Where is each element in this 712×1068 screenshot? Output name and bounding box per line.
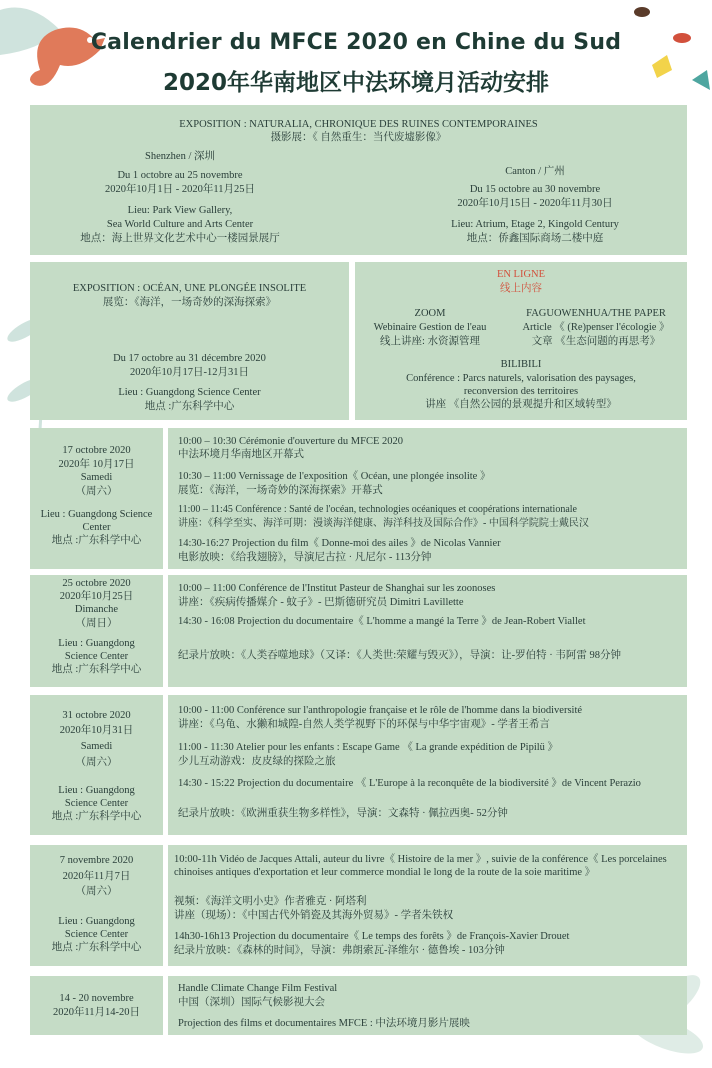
canton-lieu: Lieu: Atrium, Etage 2, Kingold Century: [451, 219, 619, 230]
zoom-name: ZOOM: [414, 308, 446, 319]
day3-program-panel: [168, 695, 687, 835]
day1-weekday-zh: （周六）: [75, 486, 118, 497]
day3-lieu-zh: 地点 :广东科学中心: [51, 811, 142, 822]
day3-weekday: Samedi: [80, 741, 113, 752]
day1-item: 讲座：《科学至实、海洋可期：漫谈海洋健康、海洋科技及国际合作》- 中国科学院院士戴民汉: [178, 518, 589, 529]
day4-program-panel: [168, 845, 687, 966]
zoom-line1: Webinaire Gestion de l'eau: [373, 322, 487, 333]
day4-lieu-1: Lieu : Guangdong: [58, 916, 135, 927]
day2-weekday-zh: （周日）: [75, 618, 118, 629]
day5-date-panel: [30, 976, 163, 1035]
day3-date-panel: [30, 695, 163, 835]
naturalia-subtitle: 摄影展：《 自然重生：当代废墟影像》: [270, 132, 447, 143]
day4-lieu-2: Science Center: [64, 929, 129, 940]
day2-lieu-2: Science Center: [64, 651, 129, 662]
day3-lieu-2: Science Center: [64, 798, 129, 809]
day1-date-panel: [30, 428, 163, 569]
ocean-lieu-zh: 地点 :广东科学中心: [144, 401, 235, 412]
day1-item: 电影放映：《给我翅膀》，导演尼古拉 · 凡尼尔 - 113分钟: [178, 552, 432, 563]
day4-item: 10:00-11h Vidéo de Jacques Attali, auteur du livre《 Histoire de la mer 》, suivie de la conférence《 Les porcelaines chinoises antiques d'exportation et leur commerce mondial le long de la route de la soie maritime 》: [174, 854, 667, 878]
day1-item: 14:30-16:27 Projection du film《 Donne-moi des ailes 》de Nicolas Vannier: [178, 538, 501, 549]
ocean-dates-fr: Du 17 octobre au 31 décembre 2020: [113, 353, 266, 364]
day3-item: 11:00 - 11:30 Atelier pour les enfants : Escape Game 《 La grande expédition de Pipilü 》: [178, 742, 559, 753]
day2-lieu-1: Lieu : Guangdong: [58, 638, 135, 649]
shenzhen-lieu-zh: 地点：海上世界文化艺术中心一楼园景展厅: [80, 233, 280, 244]
day3-lieu-1: Lieu : Guangdong: [58, 785, 135, 796]
canton-dates-fr: Du 15 octobre au 30 novembre: [469, 184, 601, 195]
ocean-panel: [30, 262, 349, 420]
day2-date-zh: 2020年10月25日: [59, 591, 134, 602]
day4-date-panel: [30, 845, 163, 966]
day5-date-fr: 14 - 20 novembre: [59, 993, 134, 1004]
shenzhen-lieu-2: Sea World Culture and Arts Center: [106, 219, 254, 230]
ocean-dates-zh: 2020年10月17日-12月31日: [130, 367, 249, 378]
day3-date-fr: 31 octobre 2020: [62, 710, 131, 721]
bili-line2: reconversion des territoires: [463, 386, 579, 397]
day1-item: 10:00 – 10:30 Cérémonie d'ouverture du MFCE 2020: [178, 436, 403, 447]
fagu-line1: Article 《 (Re)penser l'écologie 》: [522, 322, 670, 333]
day4-item: 14h30-16h13 Projection du documentaire《 Le temps des forêts 》de François-Xavier Drouet: [174, 931, 570, 942]
day1-item: 中法环境月华南地区开幕式: [178, 449, 304, 460]
day1-weekday: Samedi: [80, 472, 113, 483]
title-fr: Calendrier du MFCE 2020 en Chine du Sud: [90, 30, 622, 55]
canton-city: Canton / 广州: [505, 166, 565, 177]
day4-weekday-zh: （周六）: [75, 886, 118, 897]
day1-lieu-zh: 地点 :广东科学中心: [51, 535, 142, 546]
day1-item: 展览：《海洋，一场奇妙的深海探索》开幕式: [178, 485, 383, 496]
day2-date-panel: [30, 575, 163, 687]
day1-date-zh: 2020年 10月17日: [58, 459, 135, 470]
day3-item: 讲座：《乌龟、水獭和城隍-自然人类学视野下的环保与中华宇宙观》- 学者王希言: [178, 719, 550, 730]
shenzhen-dates-zh: 2020年10月1日 - 2020年11月25日: [104, 184, 256, 195]
ocean-subtitle: 展览：《海洋，一场奇妙的深海探索》: [102, 297, 277, 308]
canton-lieu-zh: 地点：侨鑫国际商场二楼中庭: [466, 233, 604, 244]
day4-date-zh: 2020年11月7日: [62, 871, 131, 882]
day3-date-zh: 2020年10月31日: [59, 725, 134, 736]
day1-date-fr: 17 octobre 2020: [62, 445, 131, 456]
title-zh: 2020年华南地区中法环境月活动安排: [162, 70, 549, 96]
day1-lieu-1: Lieu : Guangdong Science: [40, 509, 153, 520]
online-panel: [355, 262, 687, 420]
day4-date-fr: 7 novembre 2020: [59, 855, 134, 866]
day4-lieu-zh: 地点 :广东科学中心: [51, 942, 142, 953]
shenzhen-dates-fr: Du 1 octobre au 25 novembre: [117, 170, 243, 181]
day4-item: 视频：《海洋文明小史》作者雅克 · 阿塔利: [174, 896, 367, 907]
day2-weekday: Dimanche: [74, 604, 119, 615]
day3-item: 少儿互动游戏：皮皮绿的探险之旅: [178, 756, 336, 767]
naturalia-panel: [30, 105, 687, 255]
shenzhen-city: Shenzhen / 深圳: [145, 151, 215, 162]
fagu-name: FAGUOWENHUA/THE PAPER: [526, 308, 666, 319]
day3-item: 纪录片放映：《欧洲重获生物多样性》，导演：文森特 · 佩拉西奥- 52分钟: [178, 808, 508, 819]
day5-date-zh: 2020年11月14-20日: [52, 1007, 141, 1018]
day4-item: 讲座（现场）：《中国古代外销瓷及其海外贸易》- 学者朱铁权: [174, 910, 454, 921]
day1-item: 11:00 – 11:45 Conférence : Santé de l'océan, technologies océaniques et coopérations internationale: [178, 504, 577, 515]
zoom-line2: 线上讲座: 水资源管理: [379, 336, 481, 347]
day5-item: 中国（深圳）国际气候影视大会: [178, 997, 325, 1008]
online-title-fr: EN LIGNE: [496, 269, 546, 280]
shenzhen-lieu-1: Lieu: Park View Gallery,: [127, 205, 233, 216]
day4-item: 纪录片放映：《森林的时间》，导演：弗朗索瓦-泽维尔 · 德鲁埃 - 103分钟: [174, 945, 505, 956]
day5-program-panel: [168, 976, 687, 1035]
day3-item: 14:30 - 15:22 Projection du documentaire 《 L'Europe à la reconquête de la biodiversité 》de Vincent Perazio: [178, 778, 641, 789]
day2-lieu-zh: 地点 :广东科学中心: [51, 664, 142, 675]
day2-item: 14:30 - 16:08 Projection du documentaire《 L'homme a mangé la Terre 》de Jean-Robert Viallet: [178, 616, 586, 627]
day3-weekday-zh: （周六）: [75, 757, 118, 768]
canton-dates-zh: 2020年10月15日 - 2020年11月30日: [457, 198, 613, 209]
day1-lieu-2: Center: [82, 522, 111, 533]
naturalia-title: EXPOSITION : NATURALIA, CHRONIQUE DES RUINES CONTEMPORAINES: [179, 119, 538, 130]
online-title-zh: 线上内容: [500, 283, 542, 294]
ant-icon: [634, 7, 650, 17]
ocean-title: EXPOSITION : OCÉAN, UNE PLONGÉE INSOLITE: [72, 283, 307, 294]
day2-date-fr: 25 octobre 2020: [62, 578, 131, 589]
fagu-line2: 文章 《生态问题的再思考》: [531, 336, 661, 347]
day1-item: 10:30 – 11:00 Vernissage de l'exposition《 Océan, une plongée insolite 》: [178, 471, 491, 482]
ocean-lieu: Lieu : Guangdong Science Center: [118, 387, 261, 398]
day2-program-panel: [168, 575, 687, 687]
day1-program-panel: [168, 428, 687, 569]
bili-line3: 讲座 《自然公园的景观提升和区域转型》: [425, 399, 617, 410]
day2-item: 纪录片放映：《人类吞噬地球》（又译：《人类世:荣耀与毁灭》），导演：让-罗伯特 · 韦阿雷 98分钟: [178, 650, 622, 661]
day2-item: 讲座：《疾病传播媒介 - 蚊子》- 巴斯德研究员 Dimitri Lavillette: [178, 597, 464, 608]
bili-name: BILIBILI: [500, 359, 542, 370]
day3-item: 10:00 - 11:00 Conférence sur l'anthropologie française et le rôle de l'homme dans la biodiversité: [178, 705, 583, 716]
bili-line1: Conférence : Parcs naturels, valorisation des paysages,: [406, 373, 636, 384]
day5-item: Handle Climate Change Film Festival: [178, 983, 338, 994]
day2-item: 10:00 – 11:00 Conférence de l'Institut Pasteur de Shanghai sur les zoonoses: [178, 583, 496, 594]
day5-item: Projection des films et documentaires MFCE : 中法环境月影片展映: [178, 1018, 470, 1029]
